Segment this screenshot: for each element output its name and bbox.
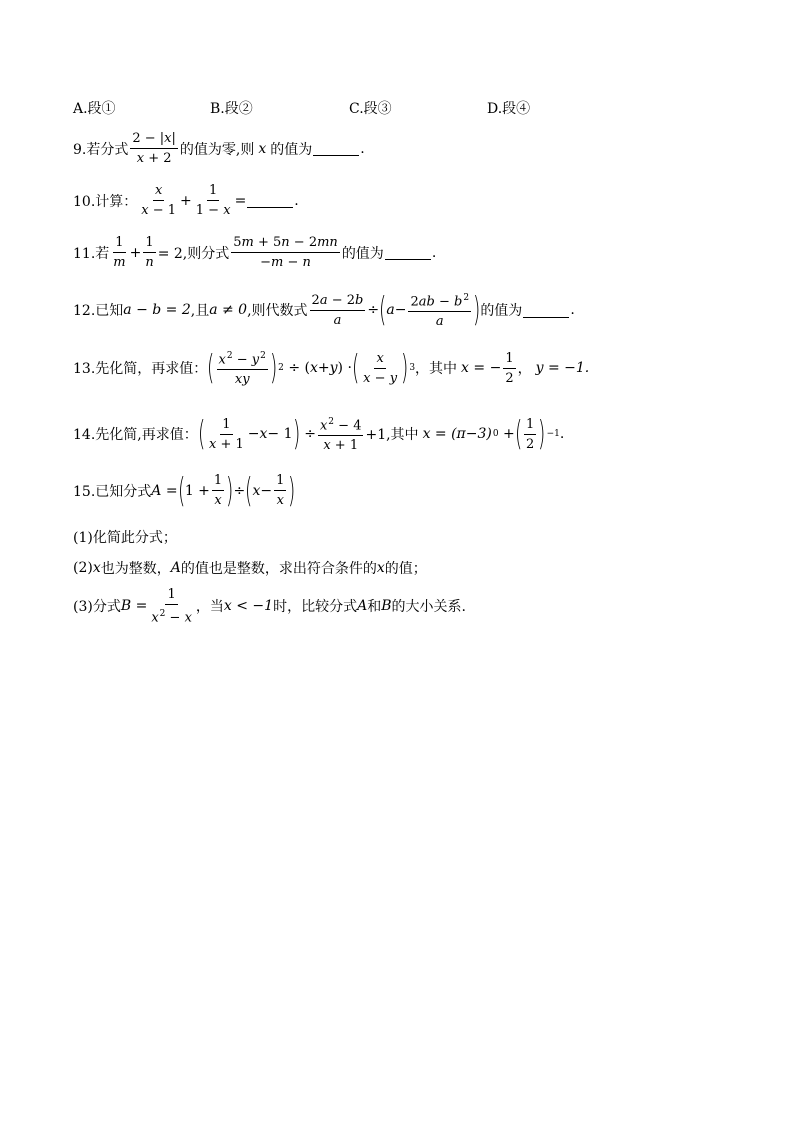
question-15-part-1 (73, 527, 177, 547)
q14-label: 14.先化简,再求值： (73, 427, 198, 444)
q15-3-var-b: B (381, 598, 392, 615)
q15-3-text-1: ，当 (195, 599, 224, 616)
q15-2-text-3: 的值； (384, 561, 427, 577)
q15-2-var-x2: x (376, 560, 385, 576)
q12-cond1: a − b = 2 (123, 302, 191, 319)
q11-eq: = 2,则分式 (157, 245, 230, 262)
option-d: D.段④ (487, 101, 531, 117)
q12-tail: . (570, 302, 575, 319)
q9-answer-blank[interactable] (313, 141, 359, 156)
q9-label: 9.若分式 (73, 141, 129, 158)
q11-answer-blank[interactable] (385, 245, 431, 260)
q12-answer-blank[interactable] (523, 303, 569, 318)
q9-mid: 的值为零,则 (179, 141, 255, 158)
q9-end: 的值为 (270, 141, 313, 158)
question-13: 13.先化简，再求值： ( $\frac{x^2 - y^2}{xy}$ ) 2 ÷ ( x + y ) · ( $\frac{x}{x - y}$ ) 3 ，其中 x = − $\frac{1}{2}$ ， y = −1. (73, 348, 590, 389)
q14-tail: . (559, 426, 565, 443)
q9-var: x (258, 140, 267, 157)
q13-where: ，其中 (415, 361, 458, 378)
q15-2-var-a: A (170, 560, 181, 576)
q10-answer-blank[interactable] (247, 193, 293, 208)
q10-label: 10.计算： (73, 193, 138, 210)
q13-y-value: y = −1. (535, 360, 590, 377)
q11-tail: . (431, 244, 437, 261)
q11-end: 的值为 (341, 245, 384, 262)
q14-x-expr: x = (π−3) (422, 426, 492, 443)
q15-2-var-x: x (92, 560, 101, 576)
q14-where: +1,其中 (365, 427, 419, 444)
option-a: A.段① (73, 101, 116, 117)
q12-end: 的值为 (480, 303, 523, 320)
q15-3-text-2: 时，比较分式 (273, 599, 358, 616)
q15-label: 15.已知分式 (73, 483, 152, 500)
question-15-part-3: (3)分式 B = $\frac{1}{x^2 - x}$ ，当 x < −1 时，比较分式 A 和 B 的大小关系. (73, 587, 466, 626)
q10-fraction-2: $\frac{1}{1 - x}$ (195, 183, 231, 218)
q15-3-b: B = (120, 598, 148, 615)
q13-comma: ， (517, 361, 532, 378)
q12-label: 12.已知 (73, 303, 124, 320)
q15-a: A = (151, 482, 178, 499)
q9-tail: . (360, 140, 365, 157)
question-15: 15.已知分式 A = ( 1 + $\frac{1}{x}$ ) ÷ ( x − $\frac{1}{x}$ ) (73, 470, 296, 511)
q10-fraction-1: $\frac{x}{x - 1}$ (141, 183, 177, 218)
q15-3-cond: x < −1 (223, 598, 274, 615)
q15-2-text-1: 也为整数， (100, 561, 171, 577)
question-9 (73, 130, 365, 167)
q12-cond2: a ≠ 0 (209, 302, 248, 319)
question-12: 12.已知 a − b = 2 ,且 a ≠ 0 ,则代数式 $\frac{2a - 2b}{a}$ ÷ ( a − $\frac{2ab - b^2}{a}$ ) 的值为 . (73, 290, 575, 331)
q15-2-pre: (2) (73, 560, 93, 576)
q11-label: 11.若 (73, 245, 110, 262)
q15-3-pre: (3)分式 (73, 599, 121, 616)
q12-mid1: ,且 (190, 303, 210, 320)
q11-fraction: $\frac{5m + 5n - 2mn}{-m - n}$ (233, 235, 338, 270)
question-10: 10.计算： $\frac{x}{x - 1}$ + $\frac{1}{1 - x}$ = . (73, 183, 299, 218)
q13-x-value: x = − (461, 360, 502, 377)
question-15-part-2 (73, 558, 427, 578)
q15-3-text-3: 和 (367, 599, 382, 616)
q10-tail: . (294, 192, 299, 209)
q9-fraction: $\frac{2 - |x|}{x + 2}$ (132, 131, 176, 166)
option-b: B.段② (210, 101, 253, 117)
q15-3-text-4: 的大小关系. (391, 599, 466, 616)
q15-2-text-2: 的值也是整数，求出符合条件的 (180, 561, 377, 577)
question-11: 11.若 $\frac{1}{m}$ + $\frac{1}{n}$ = 2,则分式 $\frac{5m + 5n - 2mn}{-m - n}$ 的值为 . (73, 235, 437, 270)
q15-1-text: (1)化简此分式； (73, 530, 177, 546)
q12-mid2: ,则代数式 (247, 303, 308, 320)
q13-label: 13.先化简，再求值： (73, 361, 208, 378)
question-14: 14.先化简,再求值： ( $\frac{1}{x + 1}$ − x − 1 ) ÷ $\frac{x^2 - 4}{x + 1}$ +1,其中 x = (π−3) 0 + ( $\frac{1}{2}$ ) −1 . (73, 414, 565, 455)
q15-3-var-a: A (357, 598, 368, 615)
option-c: C.段③ (349, 101, 392, 117)
